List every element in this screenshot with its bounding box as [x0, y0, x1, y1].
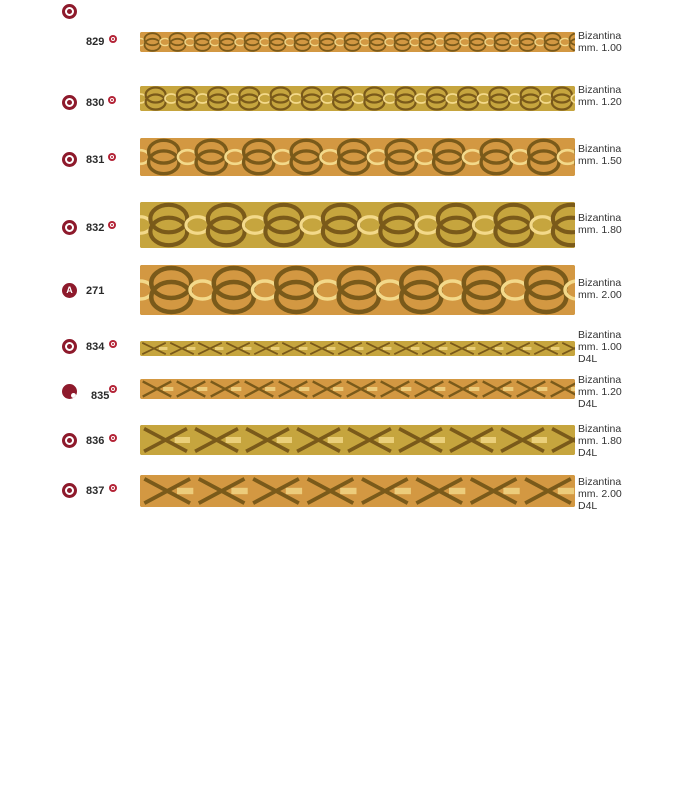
circle-o-icon [62, 483, 77, 498]
product-size: mm. 2.00 [578, 289, 622, 301]
product-size: mm. 1.20 [578, 386, 622, 398]
product-description [578, 329, 622, 365]
product-size: mm. 1.00 [578, 341, 622, 353]
marker-icon [108, 153, 116, 161]
product-size: mm. 2.00 [578, 488, 622, 500]
product-row [0, 264, 700, 316]
chain-image [140, 379, 575, 399]
chain-image [140, 425, 575, 455]
product-name: Bizantina [578, 84, 622, 96]
product-size: mm. 1.80 [578, 435, 622, 447]
chain-graphic [140, 86, 575, 111]
product-name: Bizantina [578, 212, 622, 224]
circle-b-icon [62, 384, 77, 399]
chain-graphic [140, 138, 575, 176]
product-code: 836 [86, 435, 105, 447]
circle-o-icon [62, 433, 77, 448]
product-row [0, 30, 700, 54]
product-code: 829 [86, 36, 105, 48]
chain-graphic [140, 32, 575, 52]
product-name: Bizantina [578, 277, 622, 289]
product-code: 837 [86, 485, 105, 497]
product-suffix: D4L [578, 500, 598, 512]
product-row [0, 200, 700, 250]
product-suffix: D4L [578, 353, 598, 365]
chain-graphic [140, 379, 575, 399]
circle-o-icon [62, 339, 77, 354]
product-description [578, 30, 622, 54]
marker-icon [109, 484, 117, 492]
product-name: Bizantina [578, 143, 622, 155]
circle-o-icon [62, 4, 77, 19]
product-suffix: D4L [578, 398, 598, 410]
product-code: 271 [86, 285, 105, 297]
product-description [578, 277, 622, 301]
product-row [0, 137, 700, 177]
chain-image [140, 341, 575, 356]
chain-graphic [140, 341, 575, 356]
product-name: Bizantina [578, 476, 622, 488]
chain-image [140, 475, 575, 507]
circle-a-icon: A [62, 283, 77, 298]
circle-o-icon [62, 152, 77, 167]
product-row [0, 372, 700, 410]
marker-icon [109, 340, 117, 348]
product-size: mm. 1.50 [578, 155, 622, 167]
product-description [578, 212, 622, 236]
marker-icon [109, 385, 117, 393]
chain-graphic [140, 425, 575, 455]
marker-icon [108, 96, 116, 104]
product-row [0, 420, 700, 460]
product-name: Bizantina [578, 329, 622, 341]
product-description [578, 476, 622, 512]
product-row [0, 472, 700, 512]
product-name: Bizantina [578, 30, 622, 42]
product-size: mm. 1.00 [578, 42, 622, 54]
chain-graphic [140, 265, 575, 315]
product-code: 834 [86, 341, 105, 353]
product-name: Bizantina [578, 423, 622, 435]
marker-icon [108, 221, 116, 229]
chain-image [140, 32, 575, 52]
product-code: 830 [86, 97, 105, 109]
product-code: 831 [86, 154, 105, 166]
product-description [578, 374, 622, 410]
circle-o-icon [62, 95, 77, 110]
chain-graphic [140, 475, 575, 507]
product-size: mm. 1.80 [578, 224, 622, 236]
chain-image [140, 86, 575, 111]
chain-graphic [140, 202, 575, 248]
product-suffix: D4L [578, 447, 598, 459]
chain-image [140, 202, 575, 248]
product-description [578, 84, 622, 108]
marker-icon [109, 35, 117, 43]
circle-o-icon [62, 220, 77, 235]
product-row [0, 328, 700, 366]
product-name: Bizantina [578, 374, 622, 386]
product-row [0, 86, 700, 114]
product-description [578, 143, 622, 167]
marker-icon [109, 434, 117, 442]
product-description [578, 423, 622, 459]
chain-image [140, 138, 575, 176]
product-code: 835 [91, 390, 110, 402]
product-size: mm. 1.20 [578, 96, 622, 108]
product-code: 832 [86, 222, 105, 234]
chain-image [140, 265, 575, 315]
